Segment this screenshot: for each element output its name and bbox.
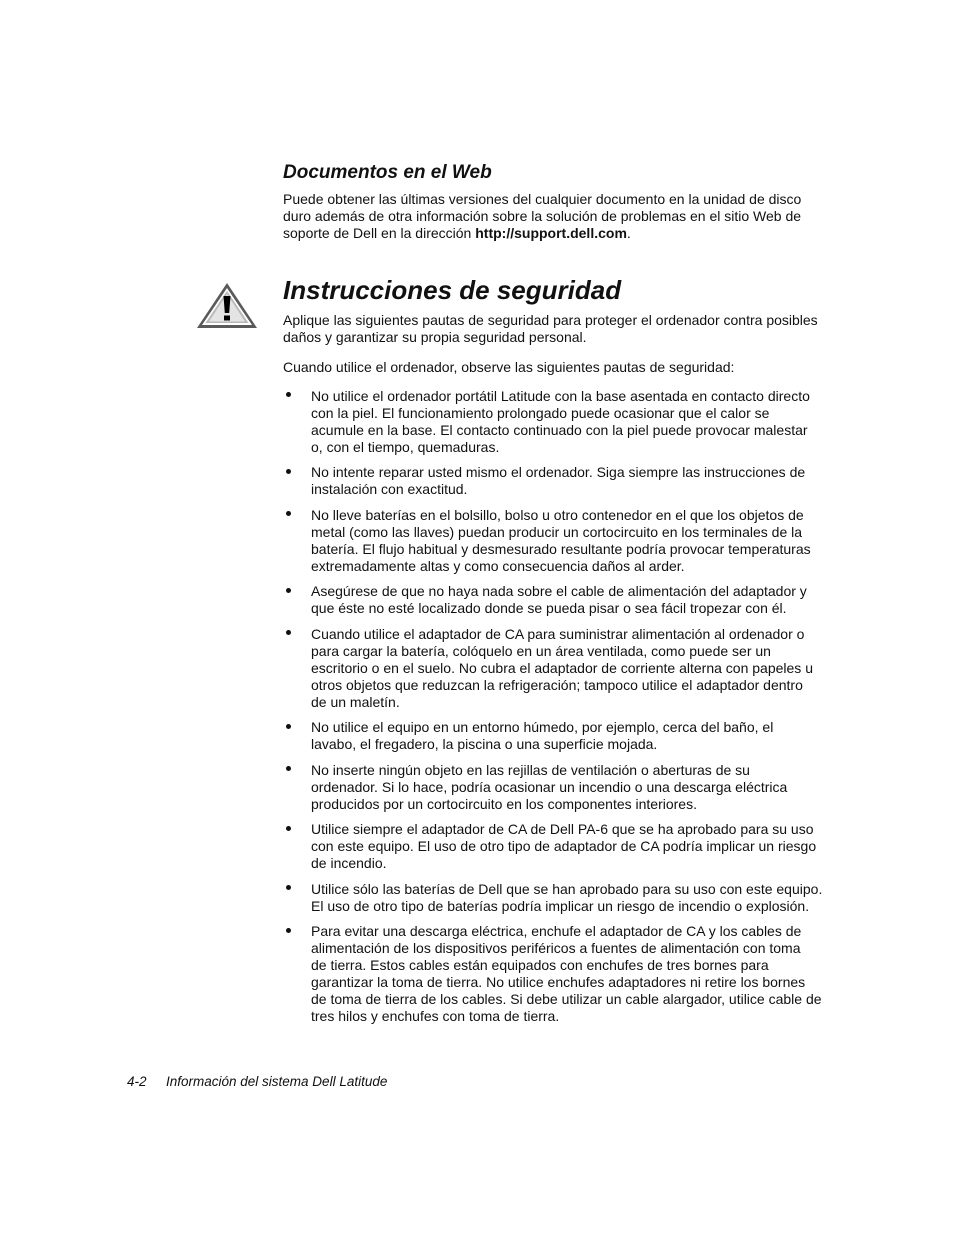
- safety-bullet-item: [283, 923, 883, 1025]
- bullet-marker: [286, 630, 291, 635]
- bullet-text-line: extremadamente altas y como consecuencia daños al arder.: [311, 557, 685, 574]
- bullet-text-line: ordenador. Si lo hace, podría ocasionar un incendio o una descarga eléctrica: [311, 778, 788, 795]
- section-heading-web-documents: Documentos en el Web: [283, 162, 492, 183]
- bullet-text-line: El uso de otro tipo de baterías podría implicar un riesgo de incendio o explosión.: [311, 897, 810, 914]
- bullet-text-line: que éste no esté localizado donde se pueda pisar o sea fácil tropezar con él.: [311, 600, 787, 616]
- safety-bullet-item: [283, 388, 883, 456]
- bullet-text-line: de tierra. Estos cables están equipados con enchufes de tres bornes para: [311, 957, 769, 973]
- safety-bullet-item: [283, 626, 883, 711]
- paragraph-line: [283, 225, 801, 242]
- bullet-text-line: o, con el tiempo, quemaduras.: [311, 438, 500, 455]
- bullet-text-line: con este equipo. El uso de otro tipo de adaptador de CA podría implicar un riesgo: [311, 838, 817, 854]
- footer-title: Información del sistema Dell Latitude: [166, 1074, 388, 1089]
- safety-lead-paragraph: [283, 359, 734, 376]
- bullet-text-line: Cuando utilice el adaptador de CA para suministrar alimentación al ordenador o: [311, 625, 805, 642]
- safety-bullet-item: [283, 762, 883, 813]
- bullet-text-line: con la piel. El funcionamiento prolongado puede ocasionar que el calor se: [311, 404, 770, 421]
- caution-icon: [196, 282, 258, 329]
- bullet-text-line: tres hilos y enchufes con toma de tierra.: [311, 1008, 560, 1024]
- bullet-text-line: de un maletín.: [311, 693, 400, 710]
- paragraph-line: Puede obtener las últimas versiones del cualquier documento en la unidad de disco: [283, 190, 802, 207]
- bullet-marker: [286, 885, 291, 890]
- page-number: 4-2: [127, 1074, 147, 1089]
- bullet-text-line: de incendio.: [311, 855, 387, 871]
- paragraph-line: Cuando utilice el ordenador, observe las siguientes pautas de seguridad:: [283, 358, 735, 375]
- bullet-text-line: instalación con exactitud.: [311, 481, 468, 497]
- bullet-text-line: No utilice el equipo en un entorno húmedo, por ejemplo, cerca del baño, el: [311, 719, 774, 735]
- bullet-marker: [286, 826, 291, 831]
- bullet-text-line: No intente reparar usted mismo el ordenador. Siga siempre las instrucciones de: [311, 464, 806, 480]
- web-documents-paragraph: [283, 191, 801, 242]
- bullet-marker: [286, 392, 291, 397]
- bullet-text-line: alimentación de los dispositivos periféricos a fuentes de alimentación con toma: [311, 940, 801, 956]
- bullet-text-line: para cargar la batería, colóquelo en un área ventilada, como puede ser un: [311, 642, 771, 659]
- safety-bullet-item: [283, 507, 883, 575]
- bullet-text-line: producidos por un cortocircuito en los componentes interiores.: [311, 795, 697, 812]
- safety-bullet-list: [283, 388, 883, 1034]
- paragraph-line: daños y garantizar su propia seguridad personal.: [283, 328, 587, 345]
- bullet-text-line: acumule en la base. El contacto continuado con la piel puede provocar malestar: [311, 421, 808, 438]
- paragraph-text: soporte de Dell en la dirección: [283, 224, 472, 241]
- bullet-text-line: otros objetos que reduzcan la refrigeración; tampoco utilice el adaptador dentro: [311, 676, 803, 693]
- safety-bullet-item: [283, 821, 883, 872]
- bullet-marker: [286, 469, 291, 474]
- support-url: http://support.dell.com: [475, 224, 627, 241]
- bullet-marker: [286, 511, 291, 516]
- bullet-text-line: Utilice sólo las baterías de Dell que se han aprobado para su uso con este equipo.: [311, 880, 823, 897]
- bullet-text-line: batería. El flujo habitual y desmesurado resultante podría provocar temperaturas: [311, 540, 811, 557]
- paragraph-line: duro además de otra información sobre la solución de problemas en el sitio Web de: [283, 207, 802, 224]
- bullet-marker: [286, 928, 291, 933]
- bullet-text-line: lavabo, el fregadero, la piscina o una superficie mojada.: [311, 736, 658, 752]
- bullet-text-line: Para evitar una descarga eléctrica, enchufe el adaptador de CA y los cables de: [311, 923, 802, 939]
- sentence-end: .: [626, 224, 631, 241]
- safety-bullet-item: [283, 464, 883, 498]
- bullet-text-line: No lleve baterías en el bolsillo, bolso u otro contenedor en el que los objetos de: [311, 506, 804, 523]
- bullet-text-line: metal (como las llaves) puedan producir un cortocircuito en los terminales de la: [311, 523, 803, 540]
- bullet-text-line: No utilice el ordenador portátil Latitude con la base asentada en contacto directo: [311, 387, 810, 404]
- bullet-marker: [286, 588, 291, 593]
- bullet-text-line: escritorio o en el suelo. No cubra el adaptador de corriente alterna con papeles u: [311, 659, 813, 676]
- bullet-text-line: No inserte ningún objeto en las rejillas de ventilación o aberturas de su: [311, 761, 750, 778]
- safety-bullet-item: [283, 719, 883, 753]
- bullet-text-line: de toma de tierra de los cables. Si debe utilizar un cable alargador, utilice cable de: [311, 991, 822, 1007]
- paragraph-line: Aplique las siguientes pautas de seguridad para proteger el ordenador contra posibles: [283, 311, 818, 328]
- section-heading-safety-instructions: Instrucciones de seguridad: [283, 275, 622, 305]
- bullet-text-line: garantizar la toma de tierra. No utilice enchufes adaptadores ni retire los bornes: [311, 974, 806, 990]
- bullet-text-line: Asegúrese de que no haya nada sobre el cable de alimentación del adaptador y: [311, 583, 807, 599]
- bullet-text-line: Utilice siempre el adaptador de CA de Dell PA-6 que se ha aprobado para su uso: [311, 821, 814, 837]
- bullet-marker: [286, 724, 291, 729]
- safety-bullet-item: [283, 583, 883, 617]
- bullet-marker: [286, 766, 291, 771]
- safety-intro-paragraph: [283, 312, 818, 346]
- safety-bullet-item: [283, 881, 883, 915]
